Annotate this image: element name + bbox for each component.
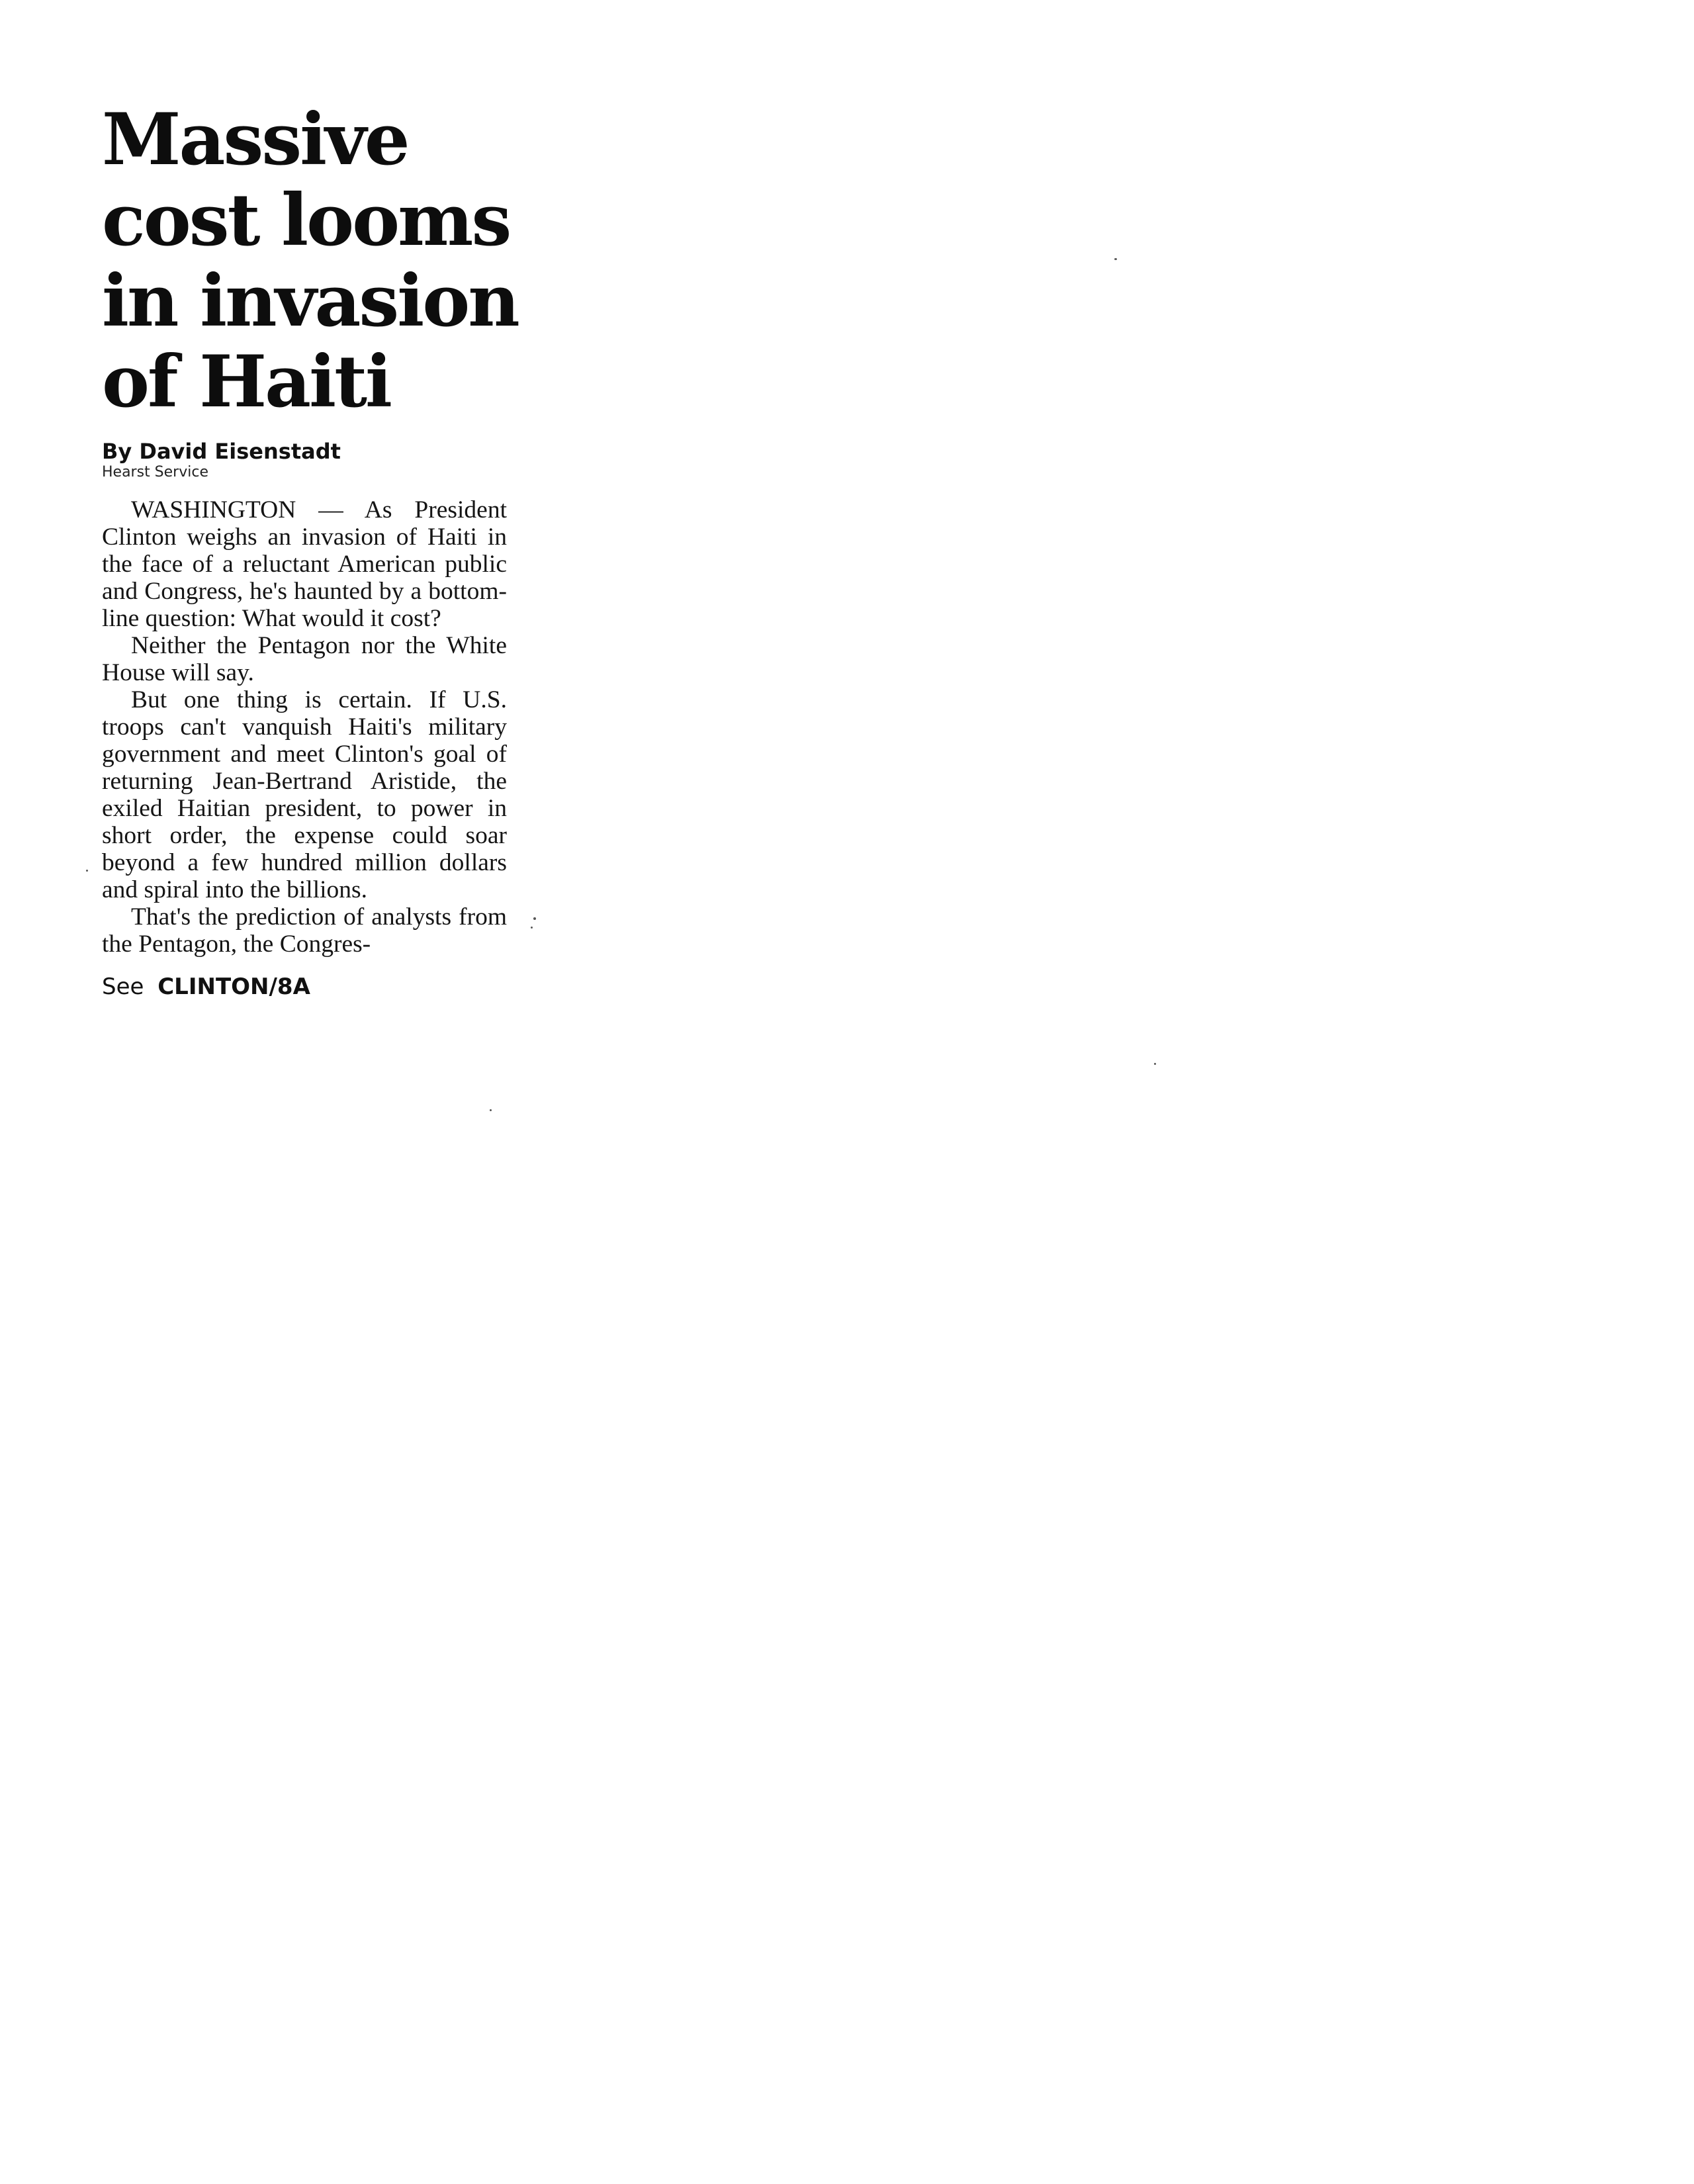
wire-service: Hearst Service [102, 464, 208, 480]
scan-speck [86, 870, 88, 872]
jump-prefix: See [102, 974, 144, 1000]
paragraph: But one thing is certain. If U.S. troops can't vanquish Haiti's military government and meet Clinton's goal of returning Jean-Bertrand Aristide, the exiled Haitian president, to power in short order, the expense could soar beyond a few hundred million dollars and spiral into the billions. [102, 686, 507, 903]
headline [102, 98, 518, 424]
headline-line: cost looms [102, 179, 510, 262]
scan-speck [1114, 258, 1117, 260]
headline-line: Massive [102, 98, 408, 181]
headline-line: of Haiti [102, 340, 391, 424]
paragraph: That's the prediction of analysts from the Pentagon, the Congres- [102, 903, 507, 958]
headline-line: in invasion [102, 259, 518, 343]
scan-speck [1154, 1063, 1156, 1065]
article-clipping [102, 98, 518, 1000]
jump-line [102, 974, 507, 1000]
article-body [102, 496, 507, 958]
byline: By David Eisenstadt [102, 439, 341, 464]
scan-speck [531, 927, 533, 929]
scan-speck [490, 1109, 492, 1111]
jump-target: CLINTON/8A [157, 974, 310, 1000]
paragraph: WASHINGTON — As President Clinton weighs an invasion of Haiti in the face of a reluctant American public and Congress, he's haunted by a bottom-line question: What would it cost? [102, 496, 507, 632]
scan-speck [533, 917, 536, 920]
paragraph: Neither the Pentagon nor the White House will say. [102, 632, 507, 686]
